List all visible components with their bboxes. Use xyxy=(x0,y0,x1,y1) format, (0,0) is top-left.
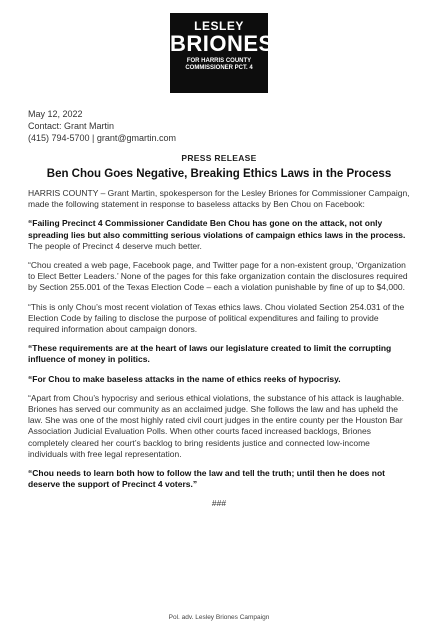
logo-line-1: FOR HARRIS COUNTY xyxy=(186,58,252,64)
contact-name: Contact: Grant Martin xyxy=(28,121,115,131)
paragraph-quote-1 xyxy=(28,218,410,252)
release-body xyxy=(28,188,410,510)
paragraph-web-pages: “Chou created a web page, Facebook page, and Twitter page for a non-existent group, ‘Organization to Elect Better Leaders.’ None of the pages for this fake organization contain the disclosures required by Section 255.001 of the Texas Election Code – each a violation punishable by fine of up to $4,000. xyxy=(28,260,408,293)
press-release-label: PRESS RELEASE xyxy=(181,153,257,163)
paragraph-quote-1-bold: “Failing Precinct 4 Commissioner Candidate Ben Chou has gone on the attack, not only spreading lies but also committing serious violations of campaign ethics laws in the process. xyxy=(28,218,406,240)
headline: Ben Chou Goes Negative, Breaking Ethics Laws in the Process xyxy=(46,168,392,180)
footer-disclaimer: Pol. adv. Lesley Briones Campaign xyxy=(168,614,270,621)
paragraph-intro: HARRIS COUNTY – Grant Martin, spokesperson for the Lesley Briones for Commissioner Campaign, made the following statement in response to baseless attacks by Ben Chou on Facebook: xyxy=(28,188,410,210)
logo-last-name: BRIONES xyxy=(170,31,274,56)
paragraph-requirements-text: “These requirements are at the heart of laws our legislature created to limit the corrupting influence of money in politics. xyxy=(28,343,392,365)
paragraph-requirements xyxy=(28,343,410,365)
paragraph-hypocrisy xyxy=(28,374,410,385)
contact-block xyxy=(28,108,176,144)
paragraph-closing xyxy=(28,468,410,490)
logo-first-name: LESLEY xyxy=(194,19,244,33)
end-mark: ### xyxy=(211,498,227,509)
logo-line-2: COMMISSIONER PCT. 4 xyxy=(185,65,253,71)
campaign-logo xyxy=(170,13,274,93)
contact-phone-email: (415) 794-5700 | grant@gmartin.com xyxy=(28,133,177,143)
paragraph-closing-text: “Chou needs to learn both how to follow the law and tell the truth; until then he does not deserve the support of Precinct 4 voters.” xyxy=(28,468,385,490)
paragraph-hypocrisy-text: “For Chou to make baseless attacks in the name of ethics reeks of hypocrisy. xyxy=(28,373,341,384)
paragraph-quote-1-rest: The people of Precinct 4 deserve much better. xyxy=(28,240,202,251)
paragraph-violation: “This is only Chou’s most recent violation of Texas ethics laws. Chou violated Section 254.031 of the Election Code by failing to disclose the purpose of political expenditures and failing to provide required information about campaign donors. xyxy=(28,301,405,335)
release-date: May 12, 2022 xyxy=(28,109,83,119)
paragraph-briones-record: “Apart from Chou’s hypocrisy and serious ethical violations, the substance of his attack is laughable. Briones has served our community as an acclaimed judge. She follows the law and has upheld the law. She was one of the most highly rated civil court judges in the entire county per the Houston Bar Association Judicial Evaluation Polls. When other courts faced increased backlogs, Briones completely cleared her court’s backlog to bring residents justice and connected low-income individuals with free legal representation. xyxy=(28,392,404,459)
